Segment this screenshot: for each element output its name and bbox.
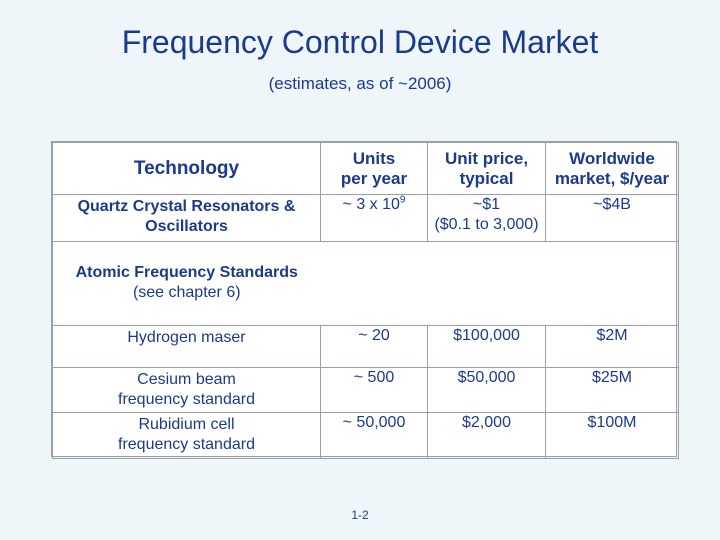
rubidium-price-cell: $2,000 — [428, 413, 546, 459]
header-market-line2: market, $/year — [554, 168, 670, 188]
rubidium-units-cell: ~ 50,000 — [321, 413, 428, 459]
quartz-units-cell — [321, 195, 428, 242]
rubidium-market-cell: $100M — [546, 413, 679, 459]
cesium-market-cell: $25M — [546, 368, 679, 413]
hydrogen-price-cell: $100,000 — [428, 326, 546, 368]
market-table-grid — [52, 142, 679, 459]
hydrogen-units-cell: ~ 20 — [321, 326, 428, 368]
quartz-market-cell: ~$4B — [546, 195, 679, 242]
cesium-name-line2: frequency standard — [118, 391, 255, 408]
rubidium-name-line1: Rubidium cell — [138, 416, 235, 433]
quartz-price-line2: ($0.1 to 3,000) — [434, 216, 539, 233]
table-row-hydrogen — [53, 326, 679, 368]
header-market-line1: Worldwide — [569, 148, 655, 168]
quartz-name-line2: Oscillators — [145, 218, 228, 235]
cesium-name-line1: Cesium beam — [137, 371, 236, 388]
quartz-units-base: ~ 3 x 10 — [342, 196, 400, 213]
hydrogen-name-line1: Hydrogen maser — [127, 329, 246, 346]
rubidium-name-cell — [53, 413, 321, 459]
hydrogen-name-cell — [53, 326, 321, 368]
header-price-line1: Unit price, — [444, 148, 529, 168]
rubidium-name-line2: frequency standard — [118, 436, 255, 453]
header-technology: Technology — [53, 143, 321, 195]
quartz-name-line1: Quartz Crystal Resonators & — [77, 198, 296, 215]
header-units-line2: per year — [340, 168, 408, 188]
atomic-section-empty — [321, 242, 679, 326]
table-row-rubidium — [53, 413, 679, 459]
quartz-name-cell — [53, 195, 321, 242]
hydrogen-market-cell: $2M — [546, 326, 679, 368]
cesium-name-cell — [53, 368, 321, 413]
atomic-section-cell — [53, 242, 321, 326]
header-units-line1: Units — [352, 148, 396, 168]
table-row-cesium — [53, 368, 679, 413]
slide-subtitle: (estimates, as of ~2006) — [268, 74, 452, 93]
table-row-quartz — [53, 195, 679, 242]
table-row-atomic-section — [53, 242, 679, 326]
slide-title: Frequency Control Device Market — [121, 24, 599, 60]
cesium-price-cell: $50,000 — [428, 368, 546, 413]
table-header-row — [53, 143, 679, 195]
cesium-units-cell: ~ 500 — [321, 368, 428, 413]
quartz-price-cell — [428, 195, 546, 242]
market-table — [51, 141, 677, 457]
header-market — [546, 143, 679, 195]
atomic-section-note: (see chapter 6) — [132, 284, 241, 301]
page-number: 1-2 — [351, 508, 369, 522]
atomic-section-title: Atomic Frequency Standards — [75, 264, 298, 281]
header-unit-price — [428, 143, 546, 195]
header-price-line2: typical — [459, 168, 514, 188]
header-units — [321, 143, 428, 195]
quartz-price-line1: ~$1 — [472, 196, 501, 213]
quartz-units-exponent: 9 — [399, 194, 406, 206]
